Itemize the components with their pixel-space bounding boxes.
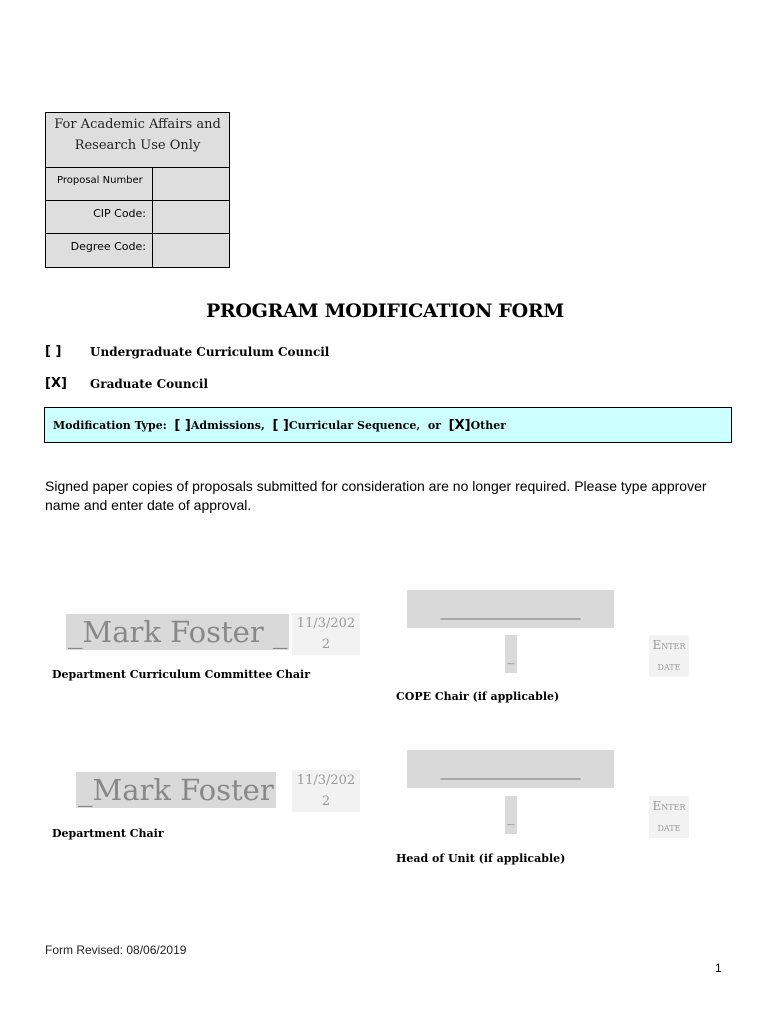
cip-code-label: CIP Code: bbox=[46, 201, 153, 233]
degree-code-field[interactable] bbox=[153, 234, 229, 267]
dept-chair-name-field[interactable]: _Mark Foster bbox=[78, 773, 274, 807]
dept-committee-chair-date-field[interactable] bbox=[292, 613, 360, 655]
proposal-number-label: Proposal Number bbox=[46, 168, 153, 200]
cope-chair-name-field[interactable]: ____________________ bbox=[407, 590, 614, 628]
council-option-undergraduate bbox=[45, 344, 329, 359]
undergraduate-council-label: Undergraduate Curriculum Council bbox=[90, 344, 330, 359]
undergraduate-checkbox[interactable]: [ ] bbox=[45, 344, 62, 359]
page-number: 1 bbox=[715, 961, 722, 975]
instructions-text: Signed paper copies of proposals submitted for consideration are no longer required. Please type approver name and enter date of approval. bbox=[45, 478, 707, 513]
head-of-unit-label: Head of Unit (if applicable) bbox=[396, 852, 566, 865]
dept-chair-label: Department Chair bbox=[52, 827, 164, 840]
date-line-2: 2 bbox=[321, 794, 331, 809]
modification-type-label: Modification Type: bbox=[53, 418, 175, 432]
head-of-unit-date-field[interactable] bbox=[649, 796, 689, 838]
date-line-2: 2 bbox=[321, 637, 331, 652]
enter-date-line-1: Enter bbox=[652, 638, 686, 652]
cope-chair-label: COPE Chair (if applicable) bbox=[396, 690, 560, 703]
office-use-header: For Academic Affairs and Research Use Only bbox=[46, 113, 229, 168]
curricular-sequence-checkbox[interactable]: [ ] bbox=[272, 417, 289, 433]
enter-date-line-2: date bbox=[657, 659, 681, 673]
office-use-box bbox=[45, 112, 230, 268]
enter-date-line-1: Enter bbox=[652, 799, 686, 813]
date-line-1: 11/3/202 bbox=[296, 616, 356, 631]
dept-chair-date-field[interactable] bbox=[292, 770, 360, 812]
other-label: Other bbox=[470, 418, 507, 432]
date-line-1: 11/3/202 bbox=[296, 773, 356, 788]
other-checkbox[interactable]: [X] bbox=[448, 417, 471, 433]
proposal-number-field[interactable] bbox=[153, 168, 229, 200]
cope-chair-name-field-continued[interactable]: _ bbox=[505, 635, 517, 673]
head-of-unit-name-field[interactable]: ____________________ bbox=[407, 750, 614, 788]
modification-type-box bbox=[44, 407, 732, 443]
degree-code-label: Degree Code: bbox=[46, 234, 153, 267]
graduate-checkbox[interactable]: [X] bbox=[45, 376, 67, 391]
dept-committee-chair-label: Department Curriculum Committee Chair bbox=[52, 668, 311, 681]
dept-committee-chair-name-field[interactable]: _Mark Foster _ bbox=[68, 615, 288, 649]
curricular-sequence-label: Curricular Sequence, or bbox=[288, 418, 449, 432]
proposal-number-row bbox=[46, 168, 229, 201]
cip-code-row bbox=[46, 201, 229, 234]
head-of-unit-name-field-continued[interactable]: _ bbox=[505, 796, 517, 834]
form-revised-date: Form Revised: 08/06/2019 bbox=[45, 943, 187, 957]
council-option-graduate bbox=[45, 376, 208, 391]
admissions-checkbox[interactable]: [ ] bbox=[174, 417, 191, 433]
admissions-label: Admissions, bbox=[190, 418, 273, 432]
degree-code-row bbox=[46, 234, 229, 267]
form-title: PROGRAM MODIFICATION FORM bbox=[205, 300, 565, 322]
cope-chair-date-field[interactable] bbox=[649, 635, 689, 677]
enter-date-line-2: date bbox=[657, 820, 681, 834]
cip-code-field[interactable] bbox=[153, 201, 229, 233]
graduate-council-label: Graduate Council bbox=[90, 376, 209, 391]
